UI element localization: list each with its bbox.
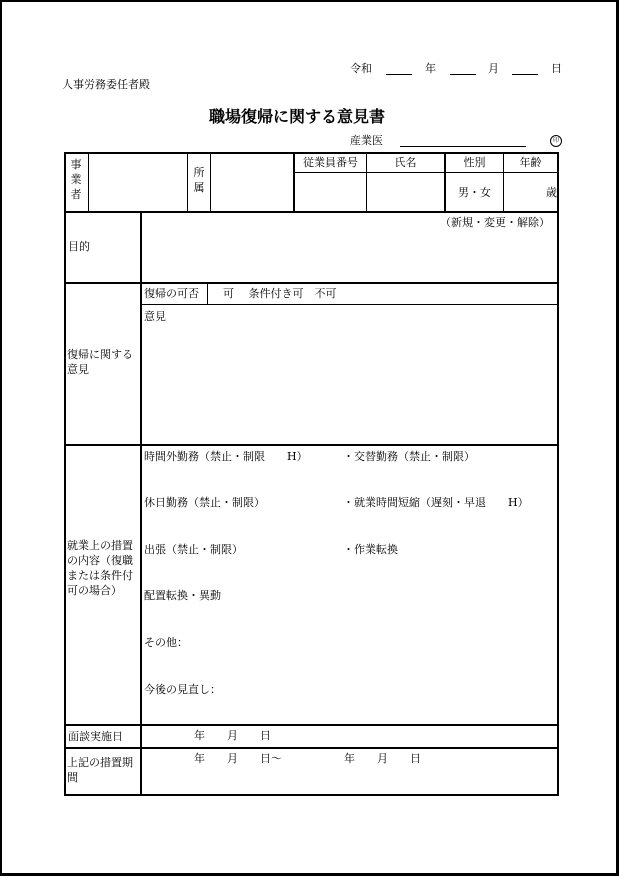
page-title: 職場復帰に関する意見書 xyxy=(209,107,386,126)
transfer-item[interactable]: 配置転換・異動 xyxy=(144,589,221,602)
doctor-name-blank[interactable] xyxy=(400,146,526,147)
table-border-left xyxy=(64,152,66,796)
task-change-item[interactable]: ・作業転換 xyxy=(343,543,398,556)
purpose-label: 目的 xyxy=(68,240,90,253)
period-to[interactable]: 年 月 日 xyxy=(344,752,421,765)
holiday-item[interactable]: 休日勤務（禁止・制限） xyxy=(144,496,265,509)
table-border-bottom xyxy=(64,794,559,796)
table-line xyxy=(141,304,559,305)
opinion-section-label: 復帰に関する意見 xyxy=(67,348,133,376)
table-border-right xyxy=(557,152,559,796)
return-label: 復帰の可否 xyxy=(144,287,199,300)
emp-no-header: 従業員番号 xyxy=(303,156,358,169)
gender-header: 性別 xyxy=(463,156,486,169)
shift-item[interactable]: ・交替勤務（禁止・制限） xyxy=(343,450,475,463)
age-header: 年齢 xyxy=(519,156,542,169)
emp-no-field[interactable] xyxy=(296,174,365,210)
date-month-blank[interactable] xyxy=(450,74,476,75)
addressee: 人事労務委任者殿 xyxy=(62,78,150,91)
period-label: 上記の措置期間 xyxy=(67,756,133,784)
seal-icon: 印 xyxy=(550,135,562,147)
purpose-options[interactable]: （新規・変更・解除） xyxy=(440,216,550,229)
table-line xyxy=(207,282,208,304)
short-hours-item[interactable]: ・就業時間短縮（遅刻・早退 H） xyxy=(343,496,529,509)
opinion-text-label: 意見 xyxy=(144,310,166,323)
date-year-blank[interactable] xyxy=(386,74,412,75)
opinion-field[interactable] xyxy=(144,326,554,440)
review-item[interactable]: 今後の見直し： xyxy=(144,683,221,696)
interview-date[interactable]: 年 月 日 xyxy=(194,729,271,742)
date-era: 令和 xyxy=(350,62,372,75)
jigyosha-field[interactable] xyxy=(90,154,186,210)
table-line xyxy=(64,211,559,213)
other-item[interactable]: その他： xyxy=(144,636,188,649)
table-line xyxy=(88,152,89,211)
date-day-blank[interactable] xyxy=(512,74,538,75)
table-line xyxy=(64,444,559,446)
table-line xyxy=(64,747,559,749)
overtime-item[interactable]: 時間外勤務（禁止・制限 H） xyxy=(144,450,308,463)
table-line xyxy=(64,282,559,284)
trip-item[interactable]: 出張（禁止・制限） xyxy=(144,543,243,556)
age-unit: 歳 xyxy=(546,186,557,199)
return-options[interactable]: 可 条件付き可 不可 xyxy=(223,287,337,300)
date-day-label: 日 xyxy=(551,62,562,75)
measures-section-label: 就業上の措置の内容（復職または条件付可の場合） xyxy=(67,539,133,597)
jigyosha-label: 事業者 xyxy=(70,158,82,201)
table-line xyxy=(210,152,211,211)
table-line xyxy=(187,152,188,211)
name-field[interactable] xyxy=(368,174,443,210)
table-line xyxy=(294,172,559,173)
table-line xyxy=(140,211,142,796)
interview-label: 面談実施日 xyxy=(68,730,123,743)
table-line xyxy=(64,724,559,726)
shozoku-label: 所属 xyxy=(193,166,205,194)
period-from[interactable]: 年 月 日〜 xyxy=(194,752,282,765)
doctor-label: 産業医 xyxy=(350,134,383,147)
date-month-label: 月 xyxy=(488,62,499,75)
gender-value[interactable]: 男・女 xyxy=(458,186,491,199)
name-header: 氏名 xyxy=(394,156,417,169)
shozoku-field[interactable] xyxy=(212,154,292,210)
date-year-label: 年 xyxy=(425,62,436,75)
